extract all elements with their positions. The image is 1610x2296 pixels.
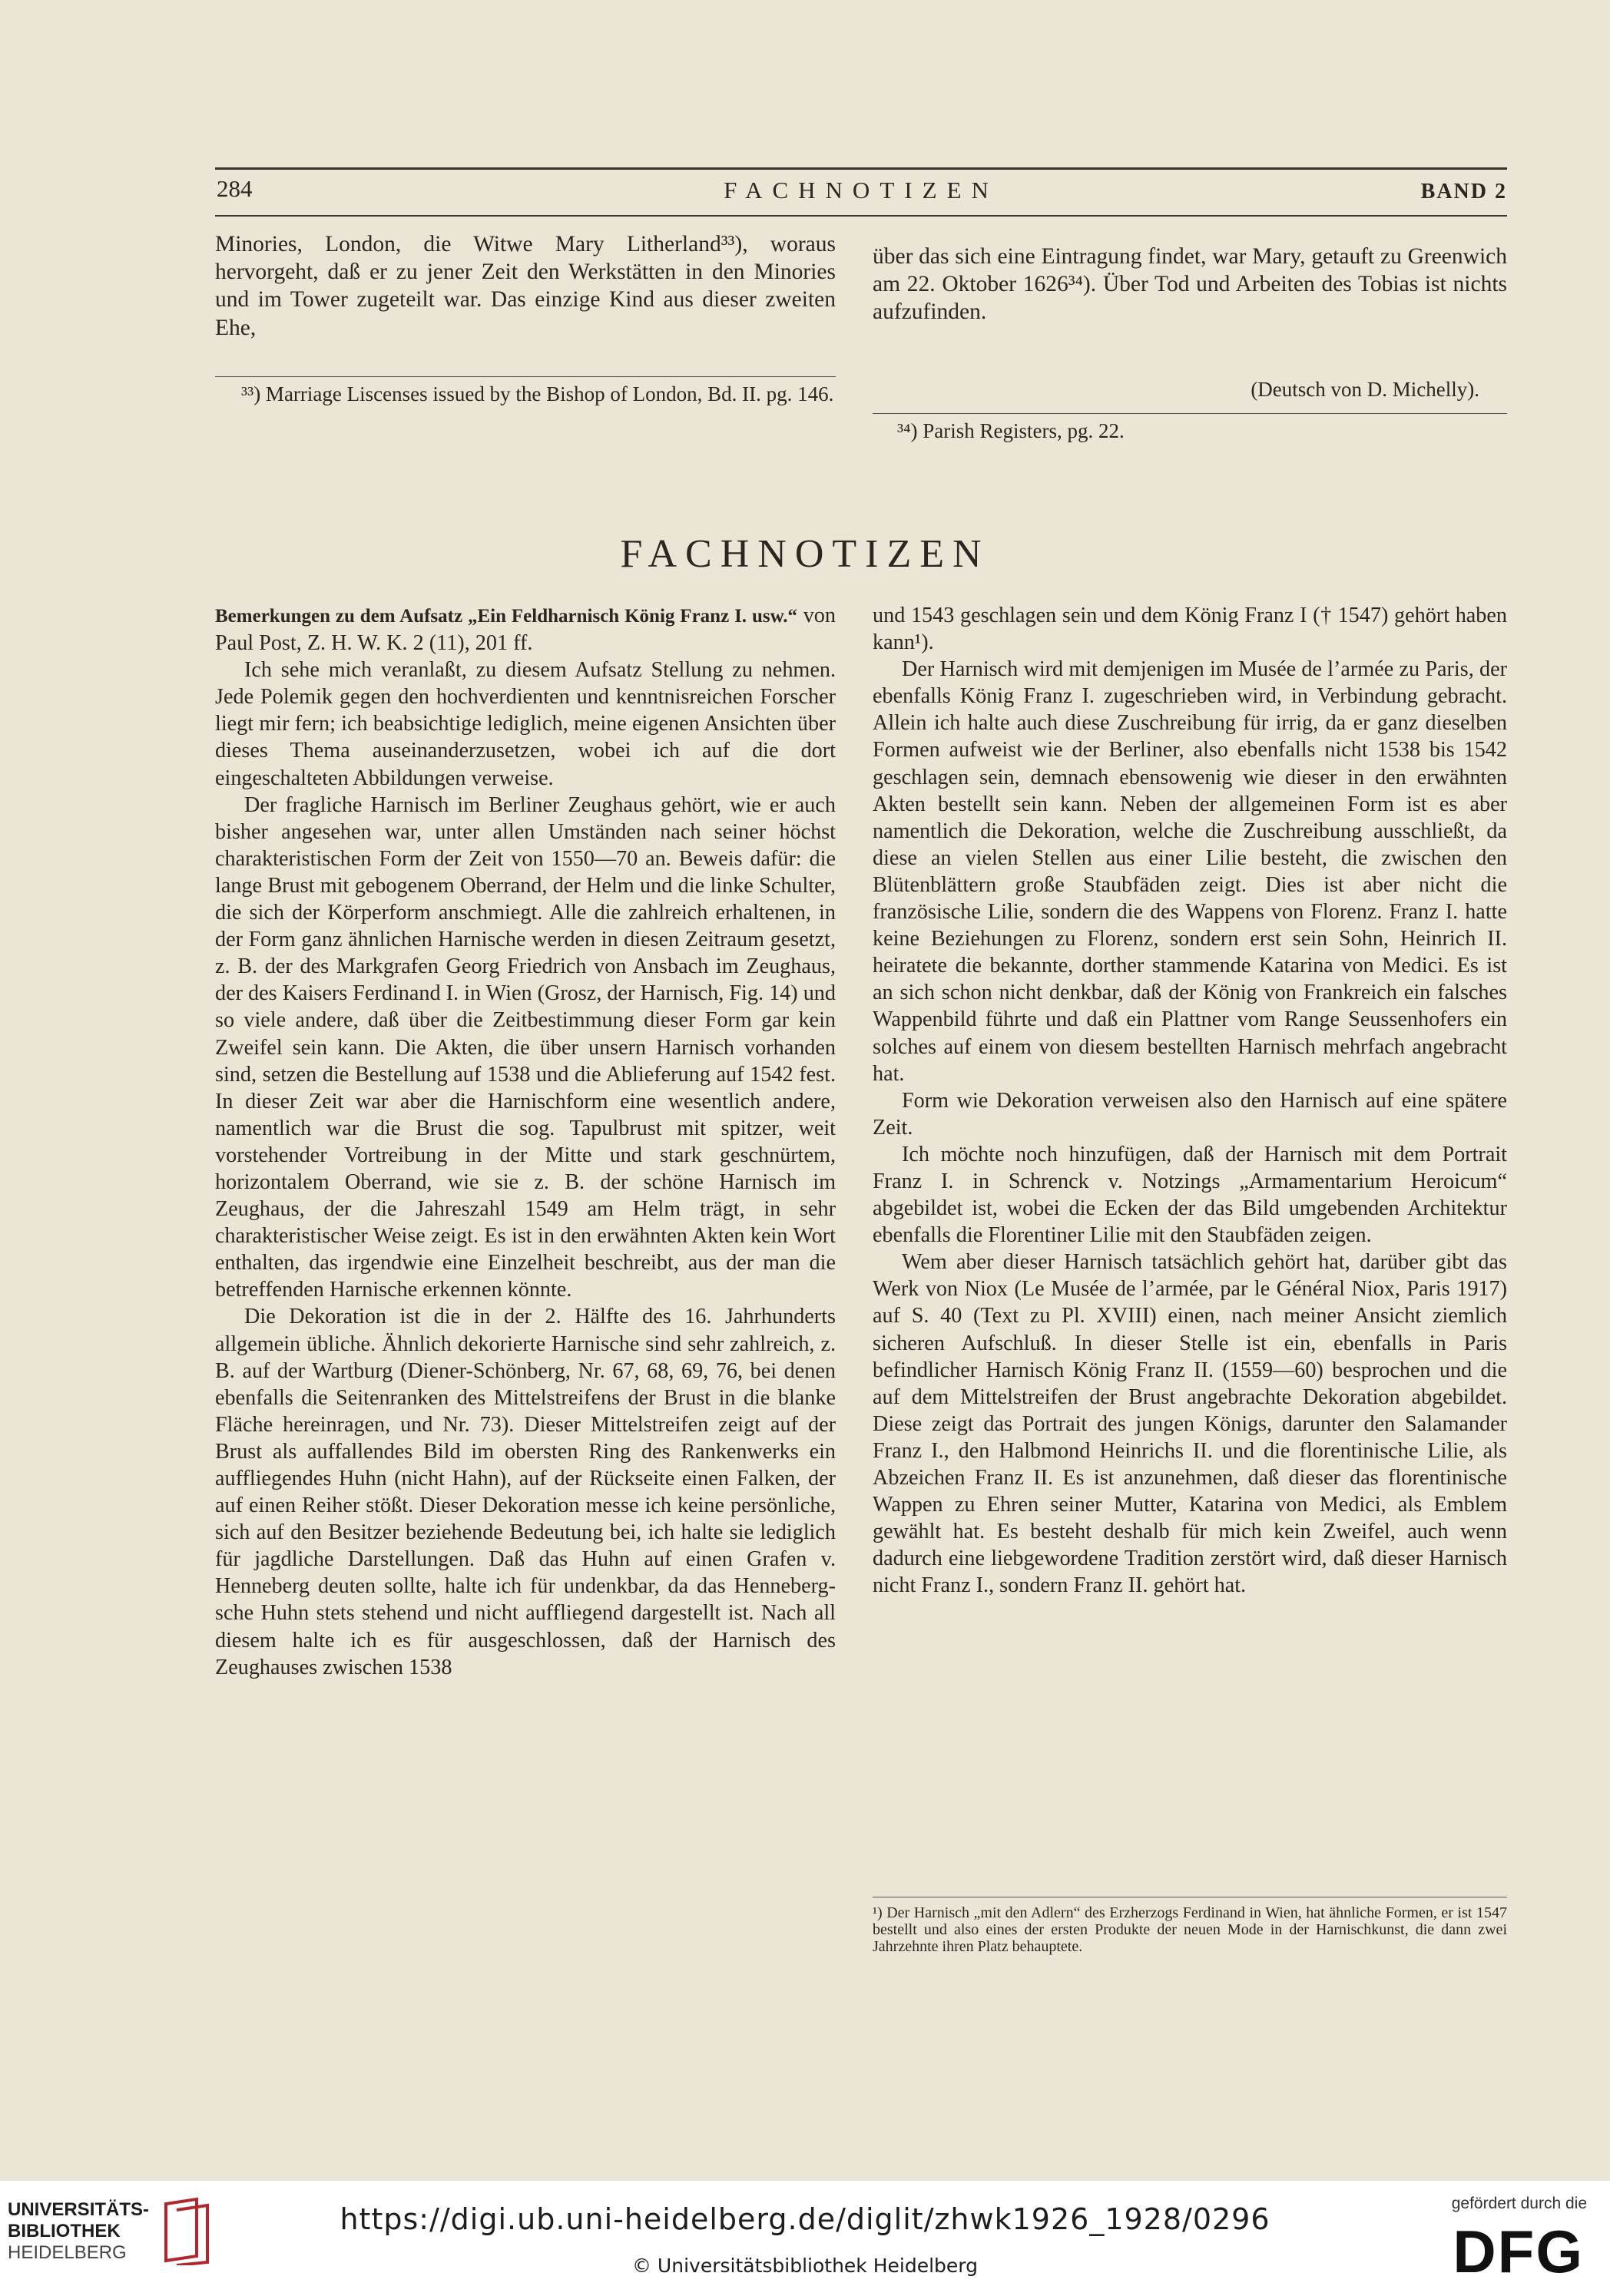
dfg-logo[interactable]: DFG — [1453, 2218, 1584, 2285]
article-heading — [215, 602, 836, 657]
footnote-rule-left — [215, 376, 836, 377]
top-right-paragraph: über das sich eine Eintragung findet, war Mary, getauft zu Greenwich am 22. Oktober 1626³⁴). Über Tod und Arbeiten des Tobias ist nichts aufzufinden. — [873, 244, 1507, 325]
paragraph: Form wie Dekoration verweisen also den Harnisch auf eine spätere Zeit. — [873, 1088, 1507, 1140]
paragraph: Ich möchte noch hinzufügen, daß der Harnisch mit dem Portrait Franz I. in Schrenck v. Notzings „Armamentarium Heroicum“ abgebildet ist, wobei die Ecken der das Bild umgebenden Architektur ebenfalls die Florentiner Lilie mit den Staubfäden zeigen. — [873, 1142, 1507, 1248]
viewer-footer — [0, 2181, 1610, 2296]
article-heading-citation: von Paul Post, Z. H. W. K. 2 (11), 201 ff. — [215, 604, 836, 656]
permalink-url[interactable]: https://digi.ub.uni-heidelberg.de/diglit/zhwk1926_1928/0296 — [340, 2202, 1270, 2236]
page-header — [215, 175, 1507, 213]
logo-line: BIBLIOTHEK — [8, 2221, 121, 2241]
paragraph: Die Dekoration ist die in der 2. Hälfte des 16. Jahrhunderts allgemein übliche. Ähnlich dekorierte Harnische sind sehr zahlreich, z. B. auf der Wartburg (Diener-Schönberg, Nr. 67, 68, 69, 76, bei denen ebenfalls die Seitenranken des Mittelstreifens der Brust in die blanke Fläche hereinragen, und Nr. 73). Dieser Mittelstreifen zeigt auf der Brust als auffallendes Bild im obersten Ring des Rankenwerks ein auffliegendes Huhn (nicht Hahn), auf der Rückseite einen Falken, der auf einen Reiher stößt. Dieser Dekoration messe ich keine persönliche, sich auf den Besitzer beziehende Bedeutung bei, ich halte sie lediglich für jagdliche Darstellungen. Daß das Huhn auf einen Grafen v. Henneberg deuten sollte, halte ich für undenkbar, da das Hennebergsche Huhn stets stehend und nicht auffliegend dargestellt ist. Nach all diesem halte ich es für ausgeschlossen, daß der Harnisch des Zeughauses zwischen 1538 — [215, 1305, 836, 1679]
paragraph: und 1543 geschlagen sein und dem König Franz I († 1547) gehört haben kann¹). — [873, 604, 1507, 655]
top-rule — [215, 167, 1507, 170]
paragraph: Der Harnisch wird mit demjenigen im Musée de l’armée zu Paris, der ebenfalls König Franz I. zugeschrieben wird, in Verbindung gebracht. Allein ich halte auch diese Zuschreibung für irrig, da er ganz dieselben Formen aufweist wie der Berliner, also ebenfalls nicht 1538 bis 1542 geschlagen sein, demnach ebensowenig wie dieser in den erwähnten Akten bestellt sein kann. Neben der allgemeinen Form ist es aber namentlich die Dekoration, welche die Zuschreibung ausschließt, da diese an vielen Stellen aus einer Lilie besteht, die zwischen den Blütenblättern große Staubfäden zeigt. Dies ist aber nicht die französische Lilie, sondern die des Wappens von Florenz. Franz I. hatte keine Beziehungen zu Florenz, sondern erst sein Sohn, Heinrich II. heiratete die bekannte, dorther stammende Katarina von Medici. Es ist an sich schon nicht denkbar, daß der König von Frankreich ein falsches Wappenbild führte und daß ein Plattner vom Range Seussenhofers ein solches auf einem von diesem bestellten Harnisch mehrfach angebracht hat. — [873, 657, 1507, 1086]
running-title: FACHNOTIZEN — [724, 177, 999, 203]
paragraph: Der fragliche Harnisch im Berliner Zeughaus gehört, wie er auch bisher angesehen war, unter allen Umständen nach seiner höchst charakteristischen Form der Zeit von 1550—70 an. Beweis dafür: die lange Brust mit gebogenem Oberrand, der Helm und die linke Schulter, die sich der Körperform anschmiegt. Alle die zahlreich erhaltenen, in der Form ganz ähnlichen Harnische werden in diesen Zeitraum gesetzt, z. B. der des Markgrafen Georg Friedrich von Ansbach im Zeughaus, der des Kaisers Ferdinand I. in Wien (Grosz, der Harnisch, Fig. 14) und so viele andere, daß über die Zeitbestimmung dieser Form gar kein Zweifel sein kann. Die Akten, die über unsern Harnisch vorhanden sind, setzen die Bestellung auf 1538 und die Ablieferung auf 1542 fest. In dieser Zeit war aber die Harnischform eine wesentlich andere, namentlich war die Brust die sog. Tapulbrust mit spitzer, weit vorstehender Vortreibung in der Mitte und stark geschnürtem, horizontalem Oberrand, wie sie z. B. der schöne Harnisch im Zeughaus, der die Jahreszahl 1549 am Helm trägt, in sehr charakteristischer Weise zeigt. Es ist in den erwähnten Akten kein Wort enthalten, das irgendwie eine Einzelheit beschreibt, aus der man die betreffenden Harnische erkennen könnte. — [215, 792, 836, 1302]
footnote-33: ³³) Marriage Liscenses issued by the Bishop of London, Bd. II. pg. 146. — [241, 382, 834, 405]
paragraph: Wem aber dieser Harnisch tatsächlich gehört hat, darüber gibt das Werk von Niox (Le Musée de l’armée, par le Général Niox, Paris 1917) auf S. 40 (Text zu Pl. XVIII) einen, nach meiner Ansicht ziemlich sicheren Aufschluß. In dieser Stelle ist ein, ebenfalls in Paris befindlicher Harnisch König Franz II. (1559—60) besprochen und die auf dem Mittelstreifen der Brust angebrachte Dekoration abgebildet. Diese zeigt das Portrait des jungen Königs, darunter den Salamander Franz I., den Halbmond Heinrichs II. und die florentinische Lilie, als Abzeichen Franz II. Es ist anzunehmen, daß dieser das florentinische Wappen zu Ehren seiner Mutter, Katarina von Medici, als Emblem gewählt hat. Es besteht deshalb für mich kein Zweifel, auch wenn dadurch eine liebgewordene Tradition zerstört wird, daß dieser Harnisch nicht Franz I., sondern Franz II. gehört hat. — [873, 1250, 1507, 1598]
top-left-text — [215, 230, 836, 342]
top-left-paragraph: Minories, London, die Witwe Mary Litherland³³), woraus hervorgeht, daß er zu jener Zeit den Werkstätten in den Minories und im Tower zugeteilt war. Das einzige Kind aus dieser zweiten Ehe, — [215, 232, 836, 340]
left-column — [215, 602, 836, 1681]
footnote-rule-right — [873, 413, 1507, 414]
footnote-1: ¹) Der Harnisch „mit den Adlern“ des Erzherzogs Ferdinand in Wien, hat ähnliche Formen, er ist 1547 bestellt und also eines der ersten Produkte der neuen Mode in der Harnischkunst, die dann zwei Jahrzehnte ihren Platz behauptete. — [873, 1904, 1507, 1955]
page-number: 284 — [217, 175, 253, 202]
header-rule — [215, 215, 1507, 217]
logo-line: HEIDELBERG — [8, 2242, 127, 2263]
section-title: FACHNOTIZEN — [620, 532, 990, 576]
top-right-text — [873, 243, 1507, 326]
copyright-notice: © Universitätsbibliothek Heidelberg — [631, 2255, 978, 2277]
paragraph: Ich sehe mich veranlaßt, zu diesem Aufsatz Stellung zu nehmen. Jede Polemik gegen den hochverdienten und kenntnisreichen Forscher liegt mir fern; ich beabsichtige lediglich, meine eigenen Ansichten über dieses Thema auseinanderzusetzen, wobei ich auf die dort eingeschalteten Abbildungen verweise. — [215, 658, 836, 790]
footnote-34: ³⁴) Parish Registers, pg. 22. — [897, 419, 1125, 442]
right-column — [873, 602, 1507, 1599]
translator-credit: (Deutsch von D. Michelly). — [1251, 378, 1479, 401]
article-heading-bold: Bemerkungen zu dem Aufsatz „Ein Feldharnisch König Franz I. usw.“ — [215, 606, 798, 627]
funded-by-label: gefördert durch die — [1451, 2195, 1587, 2212]
volume-label: BAND 2 — [1420, 180, 1507, 203]
logo-line: UNIVERSITÄTS- — [8, 2199, 150, 2220]
